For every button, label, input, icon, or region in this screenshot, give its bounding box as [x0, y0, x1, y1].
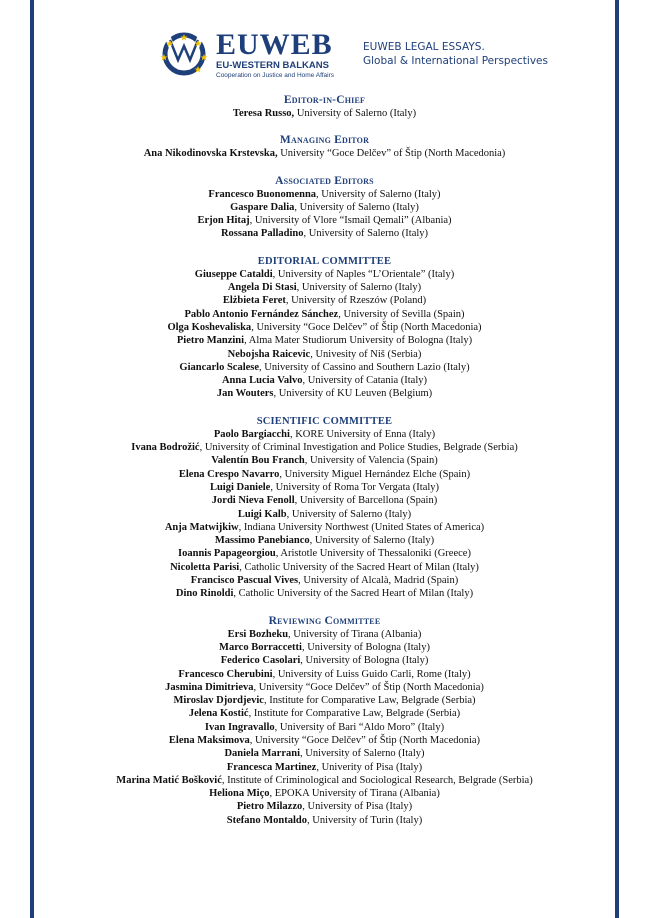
member-entry: [34, 214, 615, 227]
section-spacer: [34, 161, 615, 175]
member-name: Stefano Montaldo: [226, 814, 307, 826]
member-name: Nebojsha Raicevic: [227, 348, 311, 360]
member-entry: [34, 721, 615, 734]
member-affiliation: , University “Goce Delčev” of Štip (North Macedonia): [253, 681, 484, 693]
member-affiliation: , University of Tirana (Albania): [288, 628, 422, 640]
series-title-line2: Global & International Perspectives: [363, 55, 548, 67]
logo-tagline: Cooperation on Justice and Home Affairs: [216, 72, 335, 79]
member-name: Jordi Nieva Fenoll: [211, 495, 295, 507]
member-entry: [34, 268, 615, 281]
member-name: Jasmina Dimitrieva: [165, 681, 254, 693]
member-name: Elena Crespo Navarro: [178, 468, 280, 480]
member-entry: [34, 281, 615, 294]
member-entry: [34, 321, 615, 334]
member-name: Francesco Buonomenna: [208, 188, 317, 200]
member-affiliation: , Institute for Comparative Law, Belgrade (Serbia): [248, 708, 461, 720]
right-border-bar: [615, 0, 619, 918]
member-name: Jan Wouters: [216, 388, 274, 400]
member-affiliation: University of Salerno (Italy): [294, 108, 417, 119]
section-title: Reviewing Committee: [268, 614, 381, 627]
member-name: Ioannis Papageorgiou: [178, 548, 276, 560]
member-entry: [34, 374, 615, 387]
member-name: Angela Di Stasi: [227, 282, 297, 294]
member-affiliation: , Catholic University of the Sacred Heart of Milan (Italy): [233, 588, 474, 600]
member-entry: [34, 441, 615, 454]
member-name: Gaspare Dalia: [230, 201, 295, 213]
member-entry: [34, 800, 615, 813]
member-entry: [34, 681, 615, 694]
member-affiliation: , University of Vlore “Ismail Qemali” (Albania): [249, 215, 452, 227]
member-affiliation: , Indiana University Northwest (United States of America): [238, 521, 485, 533]
member-entry: [34, 188, 615, 201]
member-affiliation: , University of Valencia (Spain): [304, 455, 438, 467]
member-affiliation: , University Miguel Hernández Elche (Spain): [279, 468, 471, 480]
member-name: Francisco Pascual Vives: [190, 575, 299, 587]
member-entry: [34, 668, 615, 681]
member-entry: [34, 814, 615, 827]
member-name: Massimo Panebianco: [214, 535, 310, 547]
member-name: Luigi Daniele: [209, 481, 271, 493]
member-affiliation: , Institute of Criminological and Sociological Research, Belgrade (Serbia): [221, 774, 533, 786]
member-affiliation: , Aristotle University of Thessaloniki (Greece): [275, 548, 471, 560]
member-name: Federico Casolari: [220, 655, 301, 667]
member-name: Ersi Bozheku: [227, 628, 289, 640]
member-affiliation: , University of Pisa (Italy): [302, 801, 413, 813]
member-entry: [34, 294, 615, 307]
section-spacer: [34, 120, 615, 134]
member-name: Ana Nikodinovska Krstevska,: [143, 148, 278, 160]
member-entry: [34, 201, 615, 214]
member-affiliation: , EPOKA University of Tirana (Albania): [269, 788, 440, 800]
member-entry: [34, 107, 615, 120]
member-entry: [34, 348, 615, 361]
member-entry: [34, 534, 615, 547]
member-name: Jelena Kostić: [188, 708, 249, 720]
member-entry: [34, 547, 615, 560]
member-affiliation: , University of Salerno (Italy): [294, 201, 419, 213]
member-name: Luigi Kalb: [237, 508, 287, 520]
member-name: Ivana Bodrožić: [131, 442, 200, 454]
editorial-board: [34, 94, 615, 827]
member-name: Ivan Ingravallo: [204, 721, 275, 733]
member-entry: [34, 561, 615, 574]
member-name: Marco Borraccetti: [219, 641, 302, 653]
member-affiliation: , Institute for Comparative Law, Belgrade (Serbia): [263, 695, 476, 707]
member-entry: [34, 628, 615, 641]
member-entry: [34, 508, 615, 521]
member-entry: [34, 641, 615, 654]
section-title: SCIENTIFIC COMMITTEE: [256, 415, 393, 427]
member-entry: [34, 227, 615, 240]
member-name: Elżbieta Feret: [222, 295, 286, 307]
member-entry: [34, 387, 615, 400]
member-entry: [34, 147, 615, 160]
member-affiliation: , University of Salerno (Italy): [300, 748, 425, 760]
member-name: Anna Lucia Valvo: [221, 375, 303, 387]
member-name: Heliona Miço: [209, 788, 270, 800]
member-name: Valentín Bou Franch: [211, 455, 305, 467]
member-affiliation: , University of Bologna (Italy): [301, 641, 430, 653]
member-entry: [34, 787, 615, 800]
member-entry: [34, 694, 615, 707]
member-affiliation: , Univerity of Pisa (Italy): [316, 761, 423, 773]
member-affiliation: , University of Criminal Investigation and Police Studies, Belgrade (Serbia): [199, 442, 518, 454]
member-affiliation: , University of Cassino and Southern Lazio (Italy): [259, 361, 470, 373]
member-affiliation: , University of Salerno (Italy): [286, 508, 412, 520]
member-name: Olga Koshevaliska: [167, 321, 252, 333]
member-name: Rossana Palladino: [220, 228, 304, 240]
member-name: Francesco Cherubini: [178, 668, 273, 680]
member-name: Pietro Milazzo: [236, 801, 303, 813]
member-name: Daniela Marrani: [224, 748, 300, 760]
series-title: [363, 40, 548, 68]
member-name: Marina Matić Bošković: [116, 774, 222, 786]
section-spacer: [34, 601, 615, 615]
member-name: Nicoletta Parisi: [170, 561, 240, 573]
member-name: Erjon Hitaj: [197, 215, 250, 227]
member-affiliation: , University of Sevilla (Spain): [338, 308, 465, 320]
member-entry: [34, 521, 615, 534]
member-affiliation: , University of Catania (Italy): [302, 375, 428, 387]
member-name: Dino Rinoldi: [175, 588, 234, 600]
member-affiliation: , University of Salerno (Italy): [296, 282, 422, 294]
section-title: EDITORIAL COMMITTEE: [257, 255, 392, 267]
member-affiliation: , University of Bologna (Italy): [300, 655, 429, 667]
member-affiliation: , University of Naples “L’Orientale” (Italy): [272, 268, 455, 280]
logo-name: EUWEB: [216, 28, 333, 61]
member-affiliation: , Catholic University of the Sacred Heart of Milan (Italy): [239, 561, 479, 573]
member-affiliation: , University of Rzeszów (Poland): [285, 295, 427, 307]
section-title: Associated Editors: [275, 174, 374, 187]
member-affiliation: , University of Salerno (Italy): [309, 535, 435, 547]
member-affiliation: , KORE University of Enna (Italy): [289, 428, 436, 440]
series-title-line1: EUWEB LEGAL ESSAYS.: [363, 41, 485, 53]
member-affiliation: , University of Roma Tor Vergata (Italy): [270, 481, 440, 493]
member-entry: [34, 587, 615, 600]
member-entry: [34, 468, 615, 481]
member-entry: [34, 774, 615, 787]
member-entry: [34, 747, 615, 760]
member-entry: [34, 428, 615, 441]
member-entry: [34, 734, 615, 747]
member-name: Elena Maksimova: [168, 734, 250, 746]
member-entry: [34, 654, 615, 667]
member-entry: [34, 454, 615, 467]
euweb-emblem-icon: [158, 32, 210, 76]
member-name: Pietro Manzini: [176, 335, 245, 347]
member-name: Giancarlo Scalese: [179, 361, 260, 373]
member-affiliation: , University of Salerno (Italy): [303, 228, 429, 240]
section-spacer: [34, 241, 615, 255]
section-spacer: [34, 401, 615, 415]
euweb-logo: [158, 28, 348, 78]
member-affiliation: , University of Luiss Guido Carli, Rome (Italy): [272, 668, 471, 680]
member-affiliation: , University “Goce Delčev” of Štip (North Macedonia): [249, 734, 481, 746]
member-affiliation: University “Goce Delčev” of Štip (North Macedonia): [277, 148, 506, 160]
section-title: Managing Editor: [279, 134, 370, 147]
logo-subtitle: EU-WESTERN BALKANS: [216, 60, 329, 71]
member-name: Pablo Antonio Fernández Sánchez: [184, 308, 339, 320]
member-name: Paolo Bargiacchi: [213, 428, 290, 440]
member-affiliation: , University of Barcellona (Spain): [294, 495, 438, 507]
member-affiliation: , University of Alcalà, Madrid (Spain): [298, 575, 459, 587]
member-entry: [34, 494, 615, 507]
member-name: Miroslav Djordjevic: [173, 695, 264, 707]
member-name: Anja Matwijkiw: [164, 521, 239, 533]
member-entry: [34, 707, 615, 720]
member-affiliation: , University of Bari “Aldo Moro” (Italy): [274, 721, 445, 733]
member-entry: [34, 574, 615, 587]
member-entry: [34, 481, 615, 494]
section-title: Editor-in-Chief: [283, 94, 366, 106]
member-name: Francesca Martinez: [226, 761, 317, 773]
member-affiliation: , University of KU Leuven (Belgium): [273, 388, 433, 400]
member-name: Giuseppe Cataldi: [194, 268, 273, 280]
member-affiliation: , Alma Mater Studiorum University of Bologna (Italy): [244, 335, 473, 347]
member-affiliation: , University of Turin (Italy): [307, 814, 423, 826]
member-name: Teresa Russo,: [232, 108, 295, 119]
member-entry: [34, 308, 615, 321]
member-affiliation: , Univesity of Niš (Serbia): [310, 348, 422, 360]
member-entry: [34, 761, 615, 774]
member-affiliation: , University “Goce Delčev” of Štip (North Macedonia): [251, 321, 482, 333]
member-entry: [34, 361, 615, 374]
member-entry: [34, 334, 615, 347]
member-affiliation: , University of Salerno (Italy): [316, 188, 441, 200]
